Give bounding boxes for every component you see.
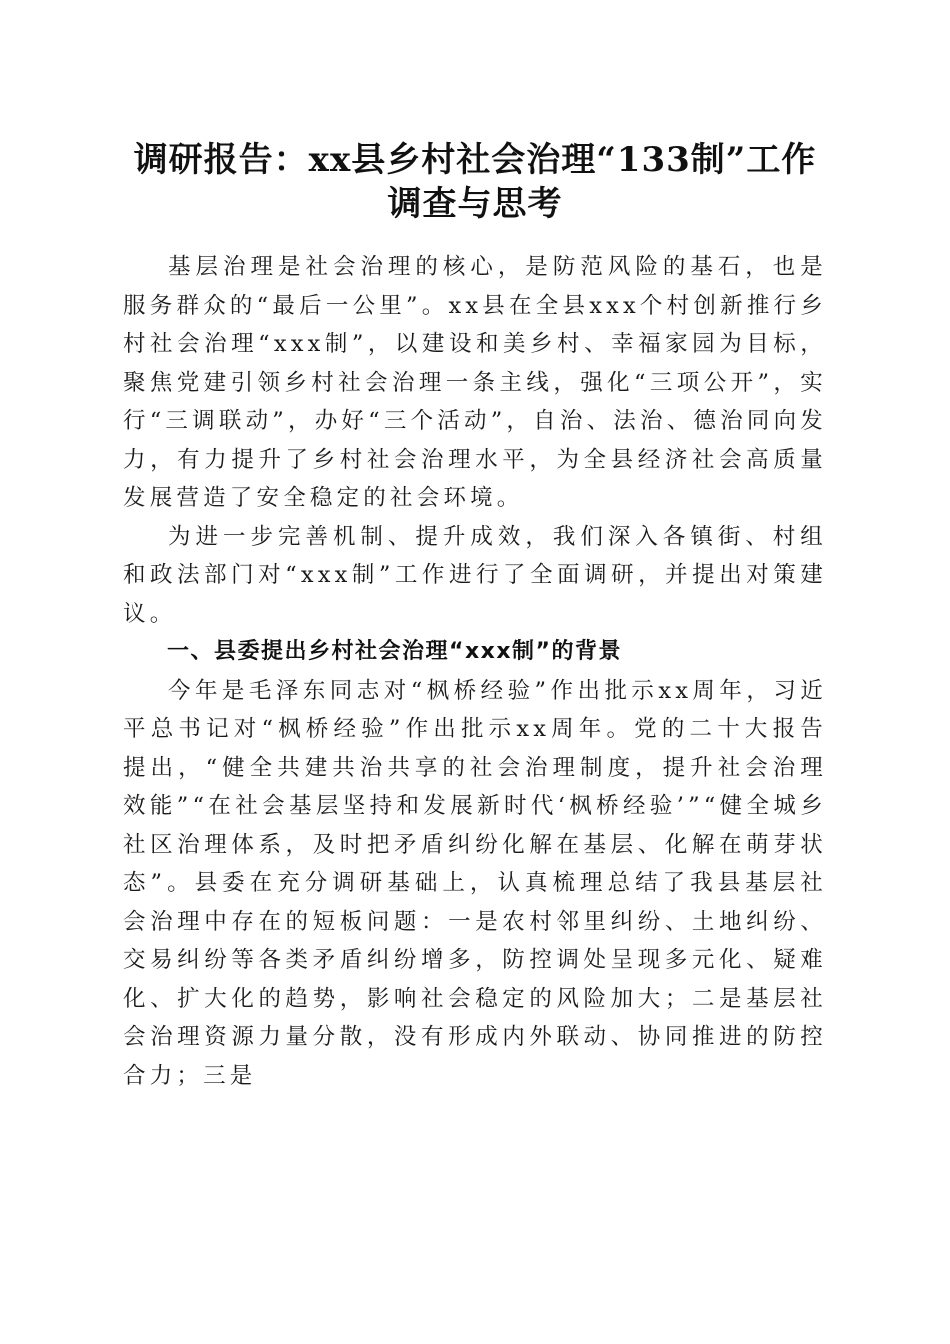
section-1-heading: 一、县委提出乡村社会治理“xxx制”的背景 <box>167 639 622 664</box>
section-1-paragraph: 今年是毛泽东同志对“枫桥经验”作出批示xx周年，习近平总书记对“枫桥经验”作出批示xx周年。党的二十大报告提出，“健全共建共治共享的社会治理制度，提升社会治理效能”“在社会基层坚持和发展新时代‘枫桥经验’”“健全城乡社区治理体系，及时把矛盾纠纷化解在基层、化解在萌芽状态”。县委在充分调研基础上，认真梳理总结了我县基层社会治理中存在的短板问题：一是农村邻里纠纷、土地纠纷、交易纠纷等各类矛盾纠纷增多，防控调处呈现多元化、疑难化、扩大化的趋势，影响社会稳定的风险加大；二是基层社会治理资源力量分散，没有形成内外联动、协同推进的防控合力；三是 <box>123 677 827 1089</box>
document-title-line-1: 调研报告：xx县乡村社会治理“133制”工作 <box>133 140 817 180</box>
document-body <box>123 248 827 1095</box>
intro-paragraph: 基层治理是社会治理的核心，是防范风险的基石，也是服务群众的“最后一公里”。xx县在全县xxx个村创新推行乡村社会治理“xxx制”，以建设和美乡村、幸福家园为目标，聚焦党建引领乡村社会治理一条主线，强化“三项公开”，实行“三调联动”，办好“三个活动”，自治、法治、德治同向发力，有力提升了乡村社会治理水平，为全县经济社会高质量发展营造了安全稳定的社会环境。 <box>123 254 827 511</box>
document-title-line-2: 调查与思考 <box>387 184 563 224</box>
purpose-paragraph: 为进一步完善机制、提升成效，我们深入各镇街、村组和政法部门对“xxx制”工作进行了全面调研，并提出对策建议。 <box>123 523 827 627</box>
